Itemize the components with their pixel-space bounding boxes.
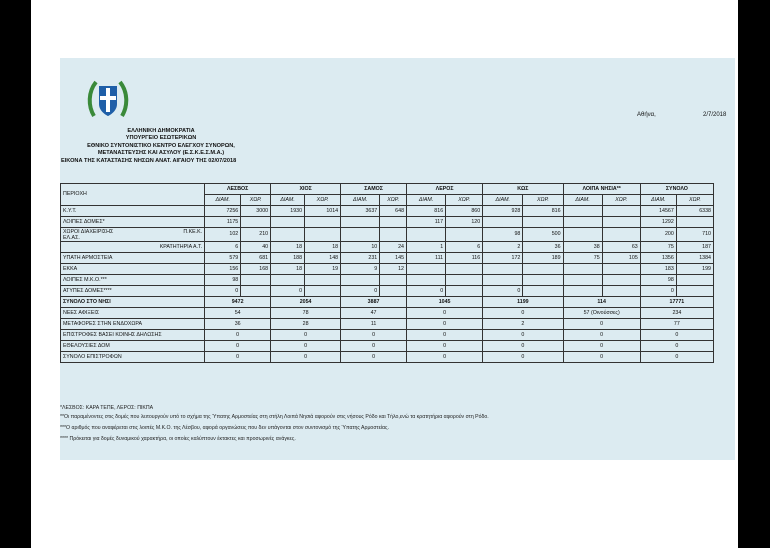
- table-cell: 0: [563, 352, 640, 363]
- row-label: ΛΟΙΠΕΣ ΔΟΜΕΣ*: [61, 217, 205, 228]
- table-cell: 12: [380, 264, 407, 275]
- row-label: ΥΠΑΤΗ ΑΡΜΟΣΤΕΙΑ: [61, 253, 205, 264]
- table-cell: 0: [341, 352, 407, 363]
- table-cell: 168: [241, 264, 271, 275]
- row-label-pkek: [61, 228, 205, 242]
- table-cell: 19: [305, 264, 341, 275]
- table-cell: [563, 264, 602, 275]
- table-cell: 0: [205, 341, 271, 352]
- table-cell: 0: [563, 330, 640, 341]
- table-cell: 0: [407, 319, 483, 330]
- greek-coat-of-arms-icon: [86, 76, 130, 124]
- table-cell: 3637: [341, 206, 380, 217]
- table-cell: 7256: [205, 206, 241, 217]
- islands-status-table: [60, 183, 714, 363]
- table-cell: 18: [271, 242, 305, 253]
- table-cell: 120: [446, 217, 483, 228]
- table-cell: 0: [483, 341, 563, 352]
- table-cell: 172: [483, 253, 523, 264]
- island-header-kos: ΚΩΣ: [483, 184, 563, 195]
- table-cell: 189: [523, 253, 563, 264]
- table-cell: 1014: [305, 206, 341, 217]
- sub-header-diam: ΔΙΑΜ.: [271, 195, 305, 206]
- table-cell: 500: [523, 228, 563, 242]
- table-cell: 0: [341, 341, 407, 352]
- table-cell: [305, 286, 341, 297]
- table-cell: 2: [483, 319, 563, 330]
- row-label: ΝΕΕΣ ΑΦΙΞΕΙΣ: [61, 308, 205, 319]
- center-title-line1: ΕΘΝΙΚΟ ΣΥΝΤΟΝΙΣΤΙΚΟ ΚΕΝΤΡΟ ΕΛΕΓΧΟΥ ΣΥΝΟΡΩΝ,: [87, 142, 235, 149]
- table-cell: 10: [341, 242, 380, 253]
- table-cell: 38: [563, 242, 602, 253]
- row-label: ΕΠΙΣΤΡΟΦΕΣ ΒΑΣΕΙ ΚΟΙΝΗΣ ΔΗΛΩΣΗΣ: [61, 330, 205, 341]
- table-cell: 54: [205, 308, 271, 319]
- table-cell: 6: [205, 242, 241, 253]
- table-row: [61, 228, 714, 242]
- table-cell: 3887: [341, 297, 407, 308]
- island-header-total: ΣΥΝΟΛΟ: [640, 184, 713, 195]
- table-cell: [380, 286, 407, 297]
- sub-header-diam: ΔΙΑΜ.: [205, 195, 241, 206]
- table-row: [61, 242, 714, 253]
- table-cell: [483, 264, 523, 275]
- table-cell: [563, 286, 602, 297]
- table-cell: 183: [640, 264, 676, 275]
- footnote-3: ***Ο αριθμός που αναφέρεται στις λοιπές Μ.Κ.Ο. της Λέσβου, αφορά οργανώσεις που δεν υπάγονται στον συντονισμό της Ύπατης Αρμοστείας.: [60, 425, 389, 431]
- table-cell: 681: [241, 253, 271, 264]
- table-cell: 1: [407, 242, 446, 253]
- table-cell: [305, 275, 341, 286]
- row-label: ΣΥΝΟΛΟ ΕΠΙΣΤΡΟΦΩΝ: [61, 352, 205, 363]
- holding-areas-label: ΧΩΡΟΙ ΔΙΑΧΕΙΡΙΣΗΣ ΕΛ.ΑΣ.: [63, 229, 114, 241]
- table-row: [61, 352, 714, 363]
- table-cell: 0: [205, 352, 271, 363]
- sub-header-diam: ΔΙΑΜ.: [563, 195, 602, 206]
- table-cell: 0: [640, 352, 713, 363]
- table-row: [61, 319, 714, 330]
- table-cell: 9: [341, 264, 380, 275]
- footnote-2: **Οι παραμένοντες στις δομές που λειτουργούν υπό το σχήμα της Ύπατης Αρμοστείας στη στήλη Λοιπά Νησιά αφορούν στις νήσους Ρόδο και Τήλο,ενώ τα κρατητήρια αφορούν στη Ρόδο.: [60, 414, 489, 420]
- table-cell: [341, 228, 380, 242]
- header-row-islands: [61, 184, 714, 195]
- table-cell: [523, 264, 563, 275]
- row-label: Κ.Υ.Τ.: [61, 206, 205, 217]
- table-cell: 77: [640, 319, 713, 330]
- table-cell: 1199: [483, 297, 563, 308]
- table-cell: 710: [676, 228, 713, 242]
- table-cell: 648: [380, 206, 407, 217]
- table-cell: 1175: [205, 217, 241, 228]
- table-cell: [602, 228, 640, 242]
- table-cell: [380, 228, 407, 242]
- table-cell: 928: [483, 206, 523, 217]
- table-cell: 816: [407, 206, 446, 217]
- table-cell: 11: [341, 319, 407, 330]
- table-cell: 0: [407, 308, 483, 319]
- table-cell: 114: [563, 297, 640, 308]
- footnote-4: **** Πρόκειται για δομές δυναμικού χαρακτήρα, οι οποίες καλύπτουν έκτακτες και προσωρινές ανάγκες.: [60, 436, 296, 442]
- table-cell: [407, 228, 446, 242]
- table-row: [61, 297, 714, 308]
- table-row: [61, 330, 714, 341]
- table-cell: 187: [676, 242, 713, 253]
- row-label: ΛΟΙΠΕΣ Μ.Κ.Ο.***: [61, 275, 205, 286]
- table-cell: 18: [271, 264, 305, 275]
- table-cell: 0: [483, 286, 523, 297]
- table-row: [61, 308, 714, 319]
- table-row: [61, 253, 714, 264]
- table-cell: [602, 217, 640, 228]
- table-cell: 14567: [640, 206, 676, 217]
- table-cell: 0: [640, 286, 676, 297]
- table-cell: 234: [640, 308, 713, 319]
- table-cell: [563, 275, 602, 286]
- table-cell: 199: [676, 264, 713, 275]
- table-cell: 816: [523, 206, 563, 217]
- table-cell: 1384: [676, 253, 713, 264]
- island-header-leros: ΛΕΡΟΣ: [407, 184, 483, 195]
- table-cell: 0: [271, 286, 305, 297]
- table-cell: [241, 275, 271, 286]
- row-label: ΕΘΕΛΟΥΣΙΕΣ ΔΟΜ: [61, 341, 205, 352]
- table-cell: 75: [640, 242, 676, 253]
- table-cell: [602, 286, 640, 297]
- sub-header-chor: ΧΩΡ.: [305, 195, 341, 206]
- table-cell: [446, 264, 483, 275]
- table-cell: 102: [205, 228, 241, 242]
- table-cell: 1292: [640, 217, 676, 228]
- island-header-lesvos: ΛΕΣΒΟΣ: [205, 184, 271, 195]
- table-cell: 28: [271, 319, 341, 330]
- table-cell: [341, 275, 380, 286]
- sub-header-chor: ΧΩΡ.: [602, 195, 640, 206]
- row-label: ΚΡΑΤΗΤΗΡΙΑ Α.Τ.: [61, 242, 205, 253]
- table-cell: 0: [341, 286, 380, 297]
- table-cell: 0: [407, 352, 483, 363]
- sub-header-chor: ΧΩΡ.: [241, 195, 271, 206]
- sub-header-diam: ΔΙΑΜ.: [341, 195, 380, 206]
- table-cell: [271, 228, 305, 242]
- table-cell: [271, 275, 305, 286]
- table-cell: 116: [446, 253, 483, 264]
- table-cell: [241, 217, 271, 228]
- table-cell: 63: [602, 242, 640, 253]
- table-cell: 78: [271, 308, 341, 319]
- date-text: 2/7/2018: [703, 112, 727, 118]
- table-cell: [676, 275, 713, 286]
- table-cell: 0: [205, 286, 241, 297]
- table-cell: 0: [483, 330, 563, 341]
- table-cell: 111: [407, 253, 446, 264]
- sub-header-chor: ΧΩΡ.: [676, 195, 713, 206]
- table-cell: [602, 275, 640, 286]
- table-cell: [676, 286, 713, 297]
- table-cell: [380, 217, 407, 228]
- table-cell: [523, 286, 563, 297]
- table-cell: 9472: [205, 297, 271, 308]
- table-cell: 6: [446, 242, 483, 253]
- row-label: ΣΥΝΟΛΟ ΣΤΟ ΝΗΣΙ: [61, 297, 205, 308]
- report-title: ΕΙΚΟΝΑ ΤΗΣ ΚΑΤΑΣΤΑΣΗΣ ΝΗΣΩΝ ΑΝΑΤ. ΑΙΓΑΙΟΥ ΤΗΣ 02/07/2018: [61, 157, 237, 164]
- table-cell: 47: [341, 308, 407, 319]
- table-cell: 0: [483, 352, 563, 363]
- sub-header-chor: ΧΩΡ.: [446, 195, 483, 206]
- table-cell: 98: [205, 275, 241, 286]
- table-cell: [380, 275, 407, 286]
- table-cell: 98: [640, 275, 676, 286]
- table-cell: 231: [341, 253, 380, 264]
- table-row: [61, 341, 714, 352]
- table-cell: 75: [563, 253, 602, 264]
- table-row: [61, 275, 714, 286]
- place-text: Αθήνα,: [637, 112, 656, 118]
- sub-header-diam: ΔΙΑΜ.: [483, 195, 523, 206]
- table-cell: [446, 286, 483, 297]
- table-cell: 6338: [676, 206, 713, 217]
- table-cell: 3000: [241, 206, 271, 217]
- table-cell: [483, 275, 523, 286]
- table-cell: [305, 217, 341, 228]
- table-cell: 36: [205, 319, 271, 330]
- table-cell: 0: [271, 341, 341, 352]
- table-cell: 57 (Οινούσσες): [563, 308, 640, 319]
- table-cell: 0: [407, 286, 446, 297]
- table-cell: 18: [305, 242, 341, 253]
- table-cell: 0: [640, 341, 713, 352]
- island-header-other: ΛΟΙΠΑ ΝΗΣΙΑ**: [563, 184, 640, 195]
- center-title-line2: ΜΕΤΑΝΑΣΤΕΥΣΗΣ ΚΑΙ ΑΣΥΛΟΥ (Ε.Σ.Κ.Ε.Σ.Μ.Α.): [97, 150, 225, 157]
- sub-header-diam: ΔΙΑΜ.: [640, 195, 676, 206]
- table-cell: [446, 228, 483, 242]
- table-cell: 0: [271, 330, 341, 341]
- sub-header-diam: ΔΙΑΜ.: [407, 195, 446, 206]
- table-cell: 148: [305, 253, 341, 264]
- table-cell: [602, 264, 640, 275]
- table-cell: [483, 217, 523, 228]
- table-cell: 0: [563, 319, 640, 330]
- table-cell: [563, 206, 602, 217]
- table-cell: 579: [205, 253, 241, 264]
- row-label: ΑΤΥΠΕΣ ΔΟΜΕΣ****: [61, 286, 205, 297]
- table-cell: [271, 217, 305, 228]
- table-cell: [676, 217, 713, 228]
- island-header-samos: ΣΑΜΟΣ: [341, 184, 407, 195]
- table-cell: 145: [380, 253, 407, 264]
- table-cell: 0: [407, 330, 483, 341]
- table-cell: [523, 217, 563, 228]
- table-cell: 117: [407, 217, 446, 228]
- ministry-header: [61, 128, 261, 165]
- table-cell: 860: [446, 206, 483, 217]
- row-label: ΜΕΤΑΦΟΡΕΣ ΣΤΗΝ ΕΝΔΟΧΩΡΑ: [61, 319, 205, 330]
- pkek-label: Π.ΚΕ.Κ.: [183, 229, 203, 235]
- table-cell: 17771: [640, 297, 713, 308]
- table-cell: 1930: [271, 206, 305, 217]
- table-cell: 24: [380, 242, 407, 253]
- table-cell: 36: [523, 242, 563, 253]
- footnotes: [60, 405, 730, 447]
- table-row: [61, 217, 714, 228]
- table-cell: 0: [271, 352, 341, 363]
- footnote-1: *ΛΕΣΒΟΣ: ΚΑΡΑ ΤΕΠΕ, ΛΕΡΟΣ: ΠΙΚΠΑ: [60, 405, 154, 411]
- table-cell: 210: [241, 228, 271, 242]
- republic-title: ΕΛΛΗΝΙΚΗ ΔΗΜΟΚΡΑΤΙΑ: [127, 128, 195, 134]
- table-cell: 1045: [407, 297, 483, 308]
- table-cell: [407, 275, 446, 286]
- table-cell: 40: [241, 242, 271, 253]
- ministry-title: ΥΠΟΥΡΓΕΙΟ ΕΣΩΤΕΡΙΚΩΝ: [125, 135, 197, 142]
- table-cell: [523, 275, 563, 286]
- table-cell: [341, 217, 380, 228]
- table-cell: 156: [205, 264, 241, 275]
- table-cell: 0: [341, 330, 407, 341]
- table-cell: 0: [483, 308, 563, 319]
- table-cell: [563, 217, 602, 228]
- table-cell: 2: [483, 242, 523, 253]
- table-cell: 105: [602, 253, 640, 264]
- table-cell: 2054: [271, 297, 341, 308]
- table-cell: [407, 264, 446, 275]
- table-cell: 188: [271, 253, 305, 264]
- table-row: [61, 264, 714, 275]
- table-cell: [563, 228, 602, 242]
- table-cell: 0: [640, 330, 713, 341]
- table-cell: 98: [483, 228, 523, 242]
- table-cell: [305, 228, 341, 242]
- table-cell: [446, 275, 483, 286]
- table-cell: 0: [205, 330, 271, 341]
- table-cell: 1356: [640, 253, 676, 264]
- region-header: ΠΕΡΙΟΧΗ: [61, 184, 205, 206]
- sub-header-chor: ΧΩΡ.: [523, 195, 563, 206]
- table-row: [61, 206, 714, 217]
- sub-header-chor: ΧΩΡ.: [380, 195, 407, 206]
- island-header-chios: ΧΙΟΣ: [271, 184, 341, 195]
- table-row: [61, 286, 714, 297]
- table-cell: 0: [563, 341, 640, 352]
- table-cell: 200: [640, 228, 676, 242]
- table-cell: [241, 286, 271, 297]
- table-cell: 0: [407, 341, 483, 352]
- row-label: ΕΚΚΑ: [61, 264, 205, 275]
- table-cell: [602, 206, 640, 217]
